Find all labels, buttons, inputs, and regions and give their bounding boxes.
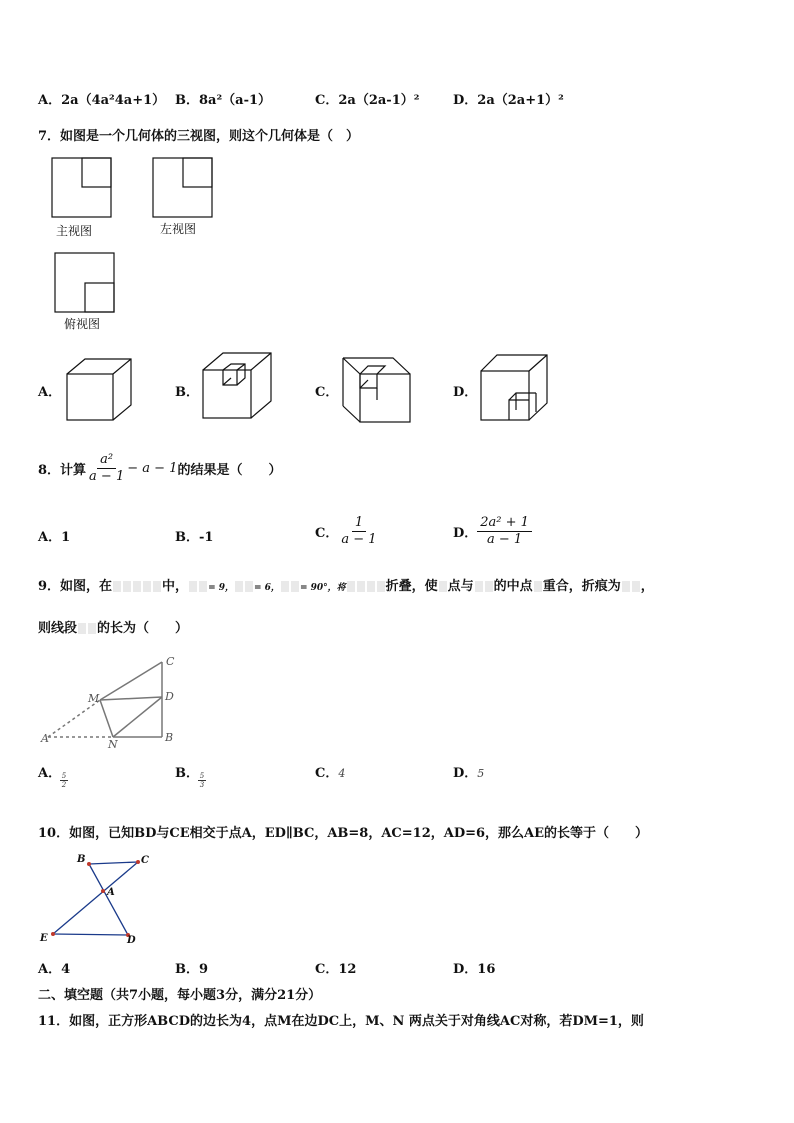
q8-option-a: A．1 xyxy=(38,530,71,545)
front-view-label: 主视图 xyxy=(56,224,93,238)
q8-fraction: $\frac{\text{a²}}{a - 1}$ xyxy=(89,452,125,484)
q10-option-a: A．4 xyxy=(38,962,71,977)
q9-label-a: A xyxy=(41,732,49,745)
q7-stem: 7．如图是一个几何体的三视图，则这个几何体是（ ） xyxy=(38,129,360,144)
q9-label-b: B xyxy=(165,731,174,744)
q9-option-b-letter: B． xyxy=(175,766,199,781)
q10-option-d: D．16 xyxy=(453,962,496,977)
q10-label-d: D xyxy=(127,935,136,946)
q6-option-a: A．2a（4a²4a+1） xyxy=(38,93,166,108)
q9-option-c: C．4 xyxy=(315,766,346,781)
q10-label-c: C xyxy=(141,855,149,866)
q9-label-m: M xyxy=(88,692,100,705)
left-view-label: 左视图 xyxy=(160,222,197,236)
q7-option-c-label: C． xyxy=(315,385,339,400)
q9-option-a-letter: A． xyxy=(38,766,62,781)
q9-option-b-fraction: 5 3 xyxy=(199,772,205,789)
q7-option-a-label: A． xyxy=(38,385,62,400)
q10-stem: 10．如图，已知BD与CE相交于点A，ED∥BC，AB=8，AC=12，AD=6，那么AE的长等于（ ） xyxy=(38,826,649,841)
top-view-label: 俯视图 xyxy=(64,317,101,331)
q9-option-d: D．5 xyxy=(453,766,485,781)
q10-option-c: C．12 xyxy=(315,962,357,977)
q7-option-b-label: B． xyxy=(175,385,199,400)
q9-label-n: N xyxy=(108,738,118,751)
q9-label-c: C xyxy=(166,655,175,668)
q7-option-d-label: D． xyxy=(453,385,478,400)
q8-option-b: B．-1 xyxy=(175,530,214,545)
q6-option-b: B．8a²（a-1） xyxy=(175,93,272,108)
q10-label-b: B xyxy=(77,854,86,865)
q8-option-d: D． $\frac{\text{2a² + 1}}{a - 1}$ xyxy=(453,515,532,548)
q10-label-e: E xyxy=(40,933,48,944)
q9-label-d: D xyxy=(165,690,174,703)
q10-option-b: B．9 xyxy=(175,962,209,977)
q6-option-d: D．2a（2a+1）² xyxy=(453,93,564,108)
q8-option-c: C． $\frac{1}{a - 1}$ xyxy=(315,515,377,547)
q9-option-a-fraction: 5 2 xyxy=(61,772,67,789)
q6-option-c: C．2a（2a-1）² xyxy=(315,93,420,108)
q9-stem-line2: 则线段 的长为（ ） xyxy=(38,621,189,636)
q10-label-a: A xyxy=(107,887,115,898)
q8-stem: 8．计算 $\frac{\text{a²}}{a - 1}$ − a − 1 的结果是（ ） xyxy=(38,452,282,484)
q11-stem: 11．如图，正方形ABCD的边长为4，点M在边DC上，M、N 两点关于对角线AC对称，若DM=1，则 xyxy=(38,1014,644,1029)
q9-stem-line1: 9．如图，在 中， = 9， = 6， = 90°，将 折叠，使 点与 的中点 重合，折痕为 ， xyxy=(38,579,654,594)
section-2-heading: 二、填空题（共7小题，每小题3分，满分21分） xyxy=(38,988,322,1003)
